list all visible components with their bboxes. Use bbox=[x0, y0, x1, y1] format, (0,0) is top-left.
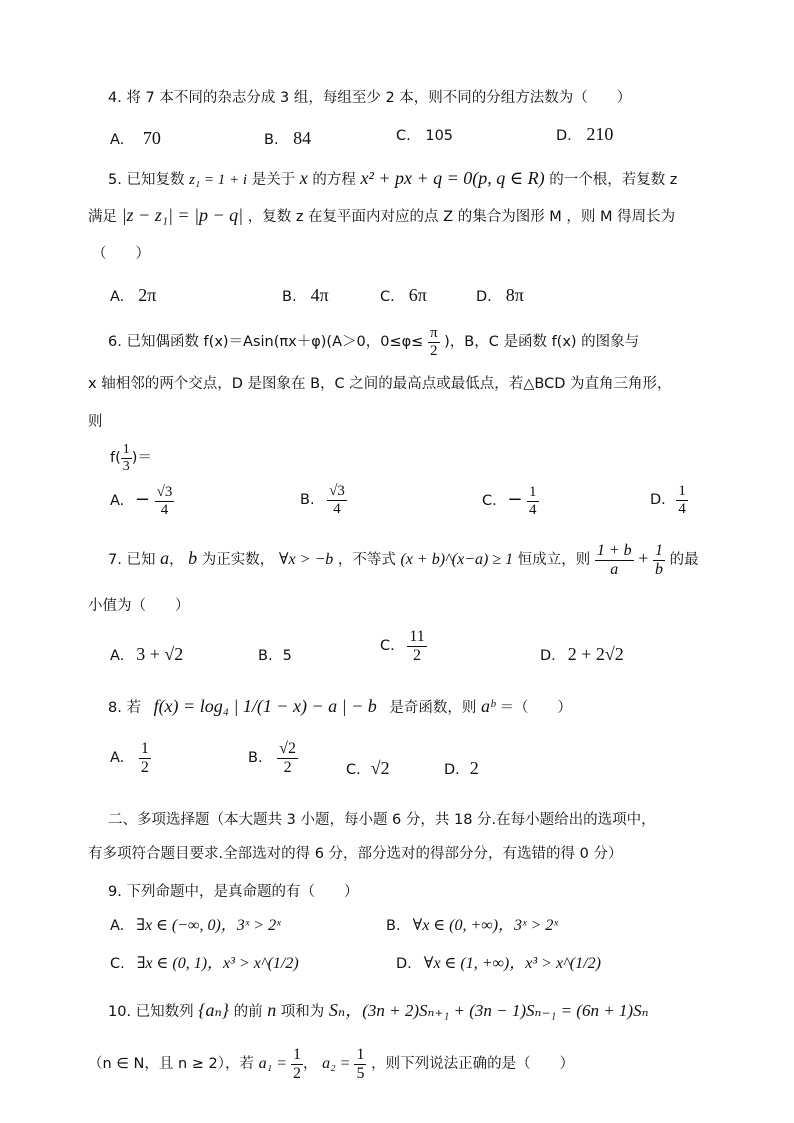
option-value: 84 bbox=[293, 128, 312, 148]
q4-stem: 4. 将 7 本不同的杂志分成 3 组，每组至少 2 本，则不同的分组方法数为（ ） bbox=[108, 90, 632, 106]
q7-option-b[interactable]: B. 5 bbox=[258, 648, 292, 664]
q6-option-d[interactable]: D. $\frac{1}{4}$ bbox=[650, 483, 686, 517]
section-2-heading-line1: 二、多项选择题（本大题共 3 小题，每小题 6 分，共 18 分.在每小题给出的选项中， bbox=[108, 812, 656, 828]
q5-option-d[interactable]: D. 8π bbox=[476, 285, 524, 305]
q6-expression: f( $\frac{1}{3}$ )＝ bbox=[110, 442, 152, 474]
q6-line1: 6. 已知偶函数 f(x)＝Asin(πx＋φ)(A＞0，0≤φ≤ $\frac{\pi}{2}$ )，B，C 是函数 f(x) 的图象与 bbox=[108, 325, 640, 359]
q4-option-b[interactable] bbox=[264, 128, 311, 149]
q6-line2: x 轴相邻的两个交点，D 是图象在 B，C 之间的最高点或最低点，若△BCD 为直角三角形， bbox=[88, 376, 672, 392]
q4-option-d[interactable] bbox=[556, 124, 613, 145]
q10-line2: （n ∈ N，且 n ≥ 2），若 a₁ = $\frac{1}{2}$ ， a₂ = $\frac{1}{5}$ ，则下列说法正确的是（ ） bbox=[88, 1045, 575, 1082]
option-label: D. bbox=[556, 128, 572, 144]
q5-line2: 满足 |z − z₁| = |p − q| ，复数 z 在复平面内对应的点 Z 的集合为图形 M ，则 M 得周长为 bbox=[88, 205, 676, 225]
q5-option-a[interactable]: A. 2π bbox=[110, 285, 157, 305]
option-value: 105 bbox=[425, 128, 454, 144]
q6-option-a[interactable]: A. − $\frac{√3}{4}$ bbox=[110, 484, 173, 518]
q6-line3: 则 bbox=[88, 414, 103, 430]
option-value: 210 bbox=[586, 124, 614, 144]
q9-option-b[interactable]: B. ∀x ∈ (0, +∞)，3ˣ > 2ˣ bbox=[386, 917, 558, 934]
q6-option-c[interactable]: C. − $\frac{1}{4}$ bbox=[482, 484, 537, 518]
q9-option-c[interactable]: C. ∃x ∈ (0, 1)，x³ > x^(1/2) bbox=[110, 955, 299, 972]
option-label: C. bbox=[396, 128, 411, 144]
q7-option-a[interactable]: A. 3 + √2 bbox=[110, 644, 184, 664]
q4-option-a[interactable] bbox=[110, 128, 161, 149]
q8-option-b[interactable]: B. $\frac{√2}{2}$ bbox=[248, 739, 296, 776]
section-2-heading-line2: 有多项符合题目要求.全部选对的得 6 分，部分选对的得部分分，有选错的得 0 分） bbox=[88, 846, 623, 862]
q4-option-c[interactable] bbox=[396, 128, 453, 144]
q7-option-d[interactable]: D. 2 + 2√2 bbox=[540, 644, 624, 664]
q5-option-c[interactable]: C. 6π bbox=[380, 285, 427, 305]
q8-option-a[interactable]: A. $\frac{1}{2}$ bbox=[110, 739, 149, 776]
option-label: B. bbox=[264, 132, 279, 148]
q9-option-a[interactable]: A. ∃x ∈ (−∞, 0)，3ˣ > 2ˣ bbox=[110, 917, 281, 934]
q9-option-d[interactable]: D. ∀x ∈ (1, +∞)，x³ > x^(1/2) bbox=[396, 955, 601, 972]
option-label: A. bbox=[110, 132, 125, 148]
q9-stem: 9. 下列命题中，是真命题的有（ ） bbox=[108, 884, 359, 900]
q7-line1: 7. 已知 a， b 为正实数， ∀x > −b ，不等式 (x + b)^(x−a) ≥ 1 恒成立，则 $\frac{1 + b}{a}$ + $\frac{1}{b}$ 的最 bbox=[108, 541, 699, 578]
q5-paren: （ ） bbox=[92, 246, 150, 262]
q8-line: 8. 若 f(x) = log₄ | 1/(1 − x) − a | − b 是奇函数，则 aᵇ ＝（ ） bbox=[108, 696, 572, 716]
q5-option-b[interactable]: B. 4π bbox=[282, 285, 329, 305]
q7-option-c[interactable]: C. $\frac{11}{2}$ bbox=[380, 627, 425, 664]
option-value: 70 bbox=[142, 128, 161, 148]
q10-line1: 10. 已知数列 {aₙ} 的前 n 项和为 Sₙ，(3n + 2)Sₙ₊₁ + (3n − 1)Sₙ₋₁ = (6n + 1)Sₙ bbox=[108, 1000, 649, 1020]
pi-over-2: $\frac{\pi}{2}$ bbox=[429, 325, 438, 359]
q8-option-c[interactable]: C. √2 bbox=[346, 758, 390, 778]
q8-option-d[interactable]: D. 2 bbox=[444, 758, 479, 778]
q5-line1: 5. 已知复数 z₁ = 1 + i 是关于 x 的方程 x² + px + q = 0(p, q ∈ R) 的一个根，若复数 z bbox=[108, 168, 678, 188]
q7-line2: 小值为（ ） bbox=[88, 598, 190, 614]
q6-option-b[interactable]: B. $\frac{√3}{4}$ bbox=[300, 483, 345, 517]
